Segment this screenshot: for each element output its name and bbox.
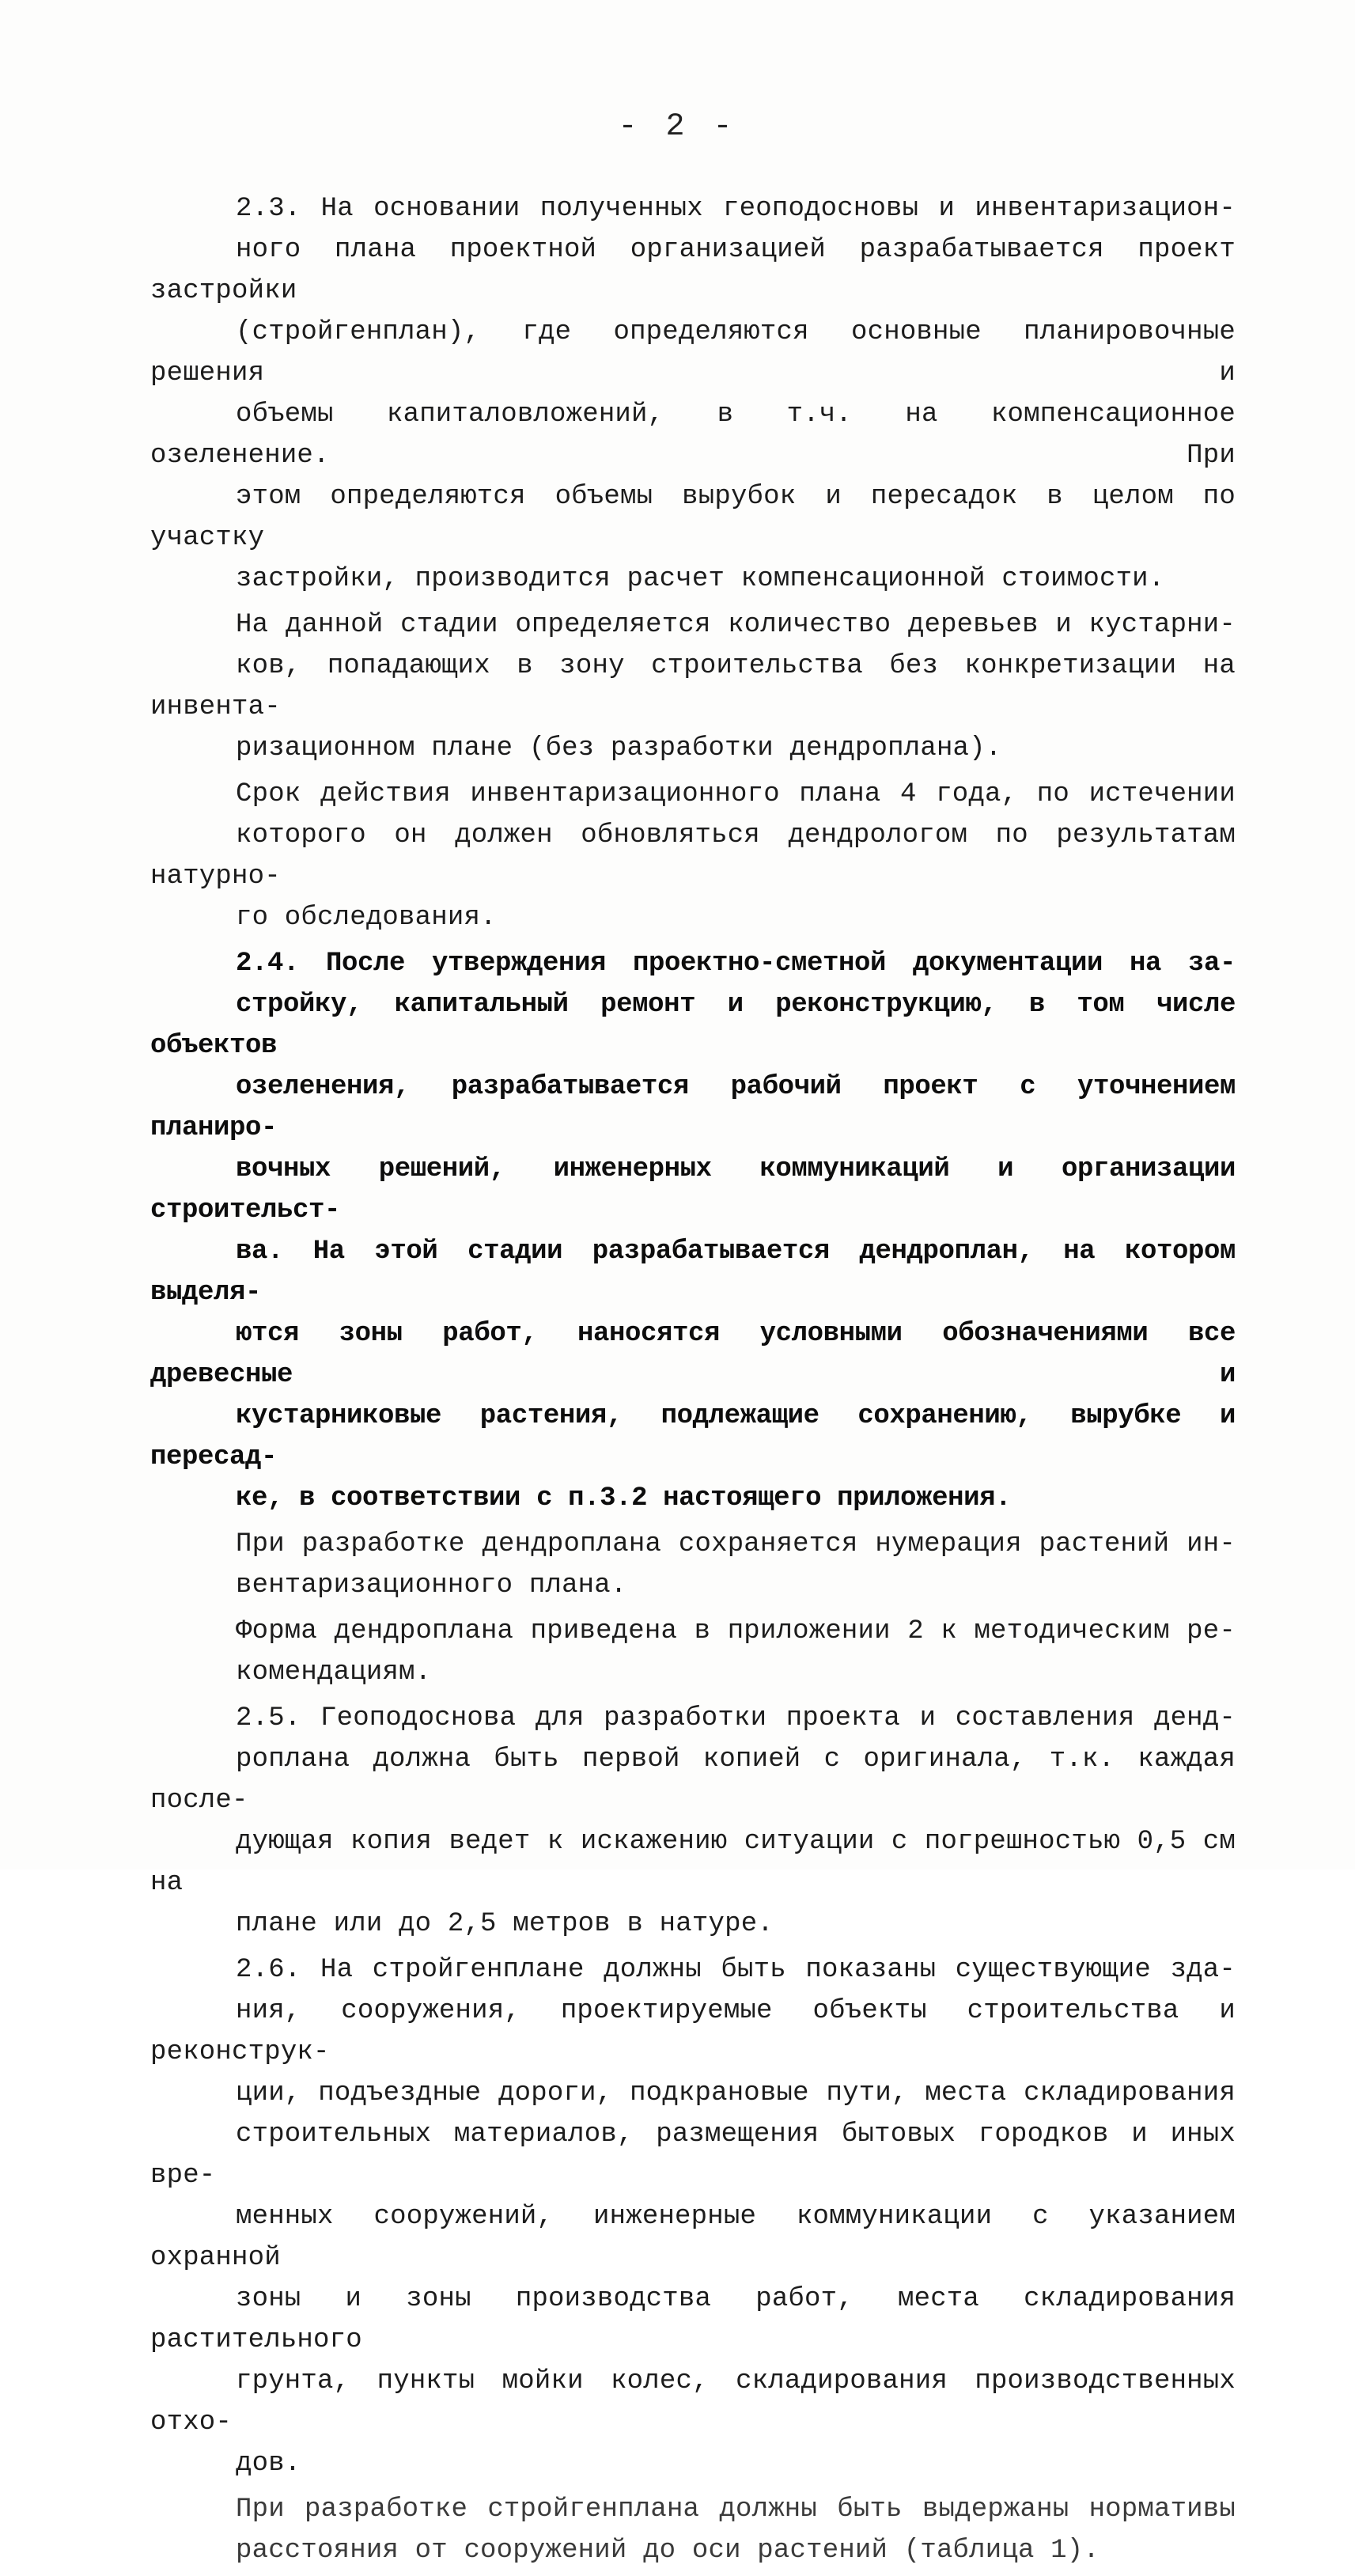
text-line: На данной стадии определяется количество деревьев и кустарни- <box>236 610 1236 640</box>
text-line: При разработке дендроплана сохраняется нумерация растений ин- <box>236 1529 1236 1559</box>
text-line: дующая копия ведет к искажению ситуации с погрешностью 0,5 см на <box>150 1827 1236 1898</box>
text-line: ции, подъездные дороги, подкрановые пути, места складирования <box>236 2078 1236 2108</box>
paragraph-2-6 <box>150 1949 1236 2484</box>
text-line: стройку, капитальный ремонт и реконструкцию, в том числе объектов <box>150 990 1236 1061</box>
paragraph-2-4 <box>150 943 1236 1519</box>
text-line: которого он должен обновляться дендрологом по результатам натурно- <box>150 820 1236 892</box>
paragraph-distance-norms <box>150 2489 1236 2571</box>
text-line: дов. <box>236 2449 301 2479</box>
text-line: го обследования. <box>236 903 497 933</box>
text-line: строительных материалов, размещения бытовых городков и иных вре- <box>150 2120 1236 2191</box>
paragraph-validity-term <box>150 774 1236 938</box>
text-line: 2.3. На основании полученных геоподосновы и инвентаризацион- <box>236 194 1236 224</box>
text-line: роплана должна быть первой копией с оригинала, т.к. каждая после- <box>150 1744 1236 1816</box>
document-body <box>150 188 1236 2576</box>
text-line: застройки, производится расчет компенсационной стоимости. <box>236 564 1165 594</box>
text-line: (стройгенплан), где определяются основные планировочные решения и <box>150 317 1236 388</box>
text-line: этом определяются объемы вырубок и пересадок в целом по участку <box>150 482 1236 553</box>
text-line: ния, сооружения, проектируемые объекты строительства и реконструк- <box>150 1996 1236 2067</box>
paragraph-2-5 <box>150 1698 1236 1945</box>
text-line: 2.6. На стройгенплане должны быть показаны существующие зда- <box>236 1955 1236 1985</box>
text-line: менных сооружений, инженерные коммуникации с указанием охранной <box>150 2202 1236 2273</box>
text-line: ков, попадающих в зону строительства без конкретизации на инвента- <box>150 651 1236 722</box>
text-line: ризационном плане (без разработки дендроплана). <box>236 733 1002 763</box>
text-line: Срок действия инвентаризационного плана 4 года, по истечении <box>236 779 1236 809</box>
text-line: вочных решений, инженерных коммуникаций и организации строительст- <box>150 1154 1236 1225</box>
paragraph-dendroplan-form <box>150 1611 1236 1693</box>
text-line: озеленения, разрабатывается рабочий проект с уточнением планиро- <box>150 1072 1236 1143</box>
text-line: грунта, пункты мойки колес, складирования производственных отхо- <box>150 2366 1236 2438</box>
text-line: комендациям. <box>236 1657 432 1688</box>
text-line: ке, в соответствии с п.3.2 настоящего приложения. <box>236 1483 1012 1513</box>
text-line: объемы капиталовложений, в т.ч. на компенсационное озеленение. При <box>150 400 1236 471</box>
page-number: - 2 - <box>618 109 737 145</box>
text-line: кустарниковые растения, подлежащие сохранению, вырубке и пересад- <box>150 1401 1236 1472</box>
text-line: 2.4. После утверждения проектно-сметной документации на за- <box>236 949 1236 979</box>
paragraph-stage-quantity <box>150 604 1236 769</box>
text-line: зоны и зоны производства работ, места складирования растительного <box>150 2284 1236 2355</box>
text-line: ются зоны работ, наносятся условными обозначениями все древесные и <box>150 1319 1236 1390</box>
text-line: плане или до 2,5 метров в натуре. <box>236 1909 774 1939</box>
text-line: ва. На этой стадии разрабатывается дендроплан, на котором выделя- <box>150 1237 1236 1308</box>
text-line: 2.5. Геоподоснова для разработки проекта и составления денд- <box>236 1703 1236 1733</box>
text-line: Форма дендроплана приведена в приложении 2 к методическим ре- <box>236 1616 1236 1646</box>
text-line: ного плана проектной организацией разрабатывается проект застройки <box>150 235 1236 306</box>
paragraph-numbering <box>150 1524 1236 1606</box>
text-line: расстояния от сооружений до оси растений (таблица 1). <box>236 2536 1100 2566</box>
paragraph-2-3 <box>150 188 1236 600</box>
text-line: При разработке стройгенплана должны быть выдержаны нормативы <box>236 2495 1236 2525</box>
text-line: вентаризационного плана. <box>236 1570 627 1601</box>
